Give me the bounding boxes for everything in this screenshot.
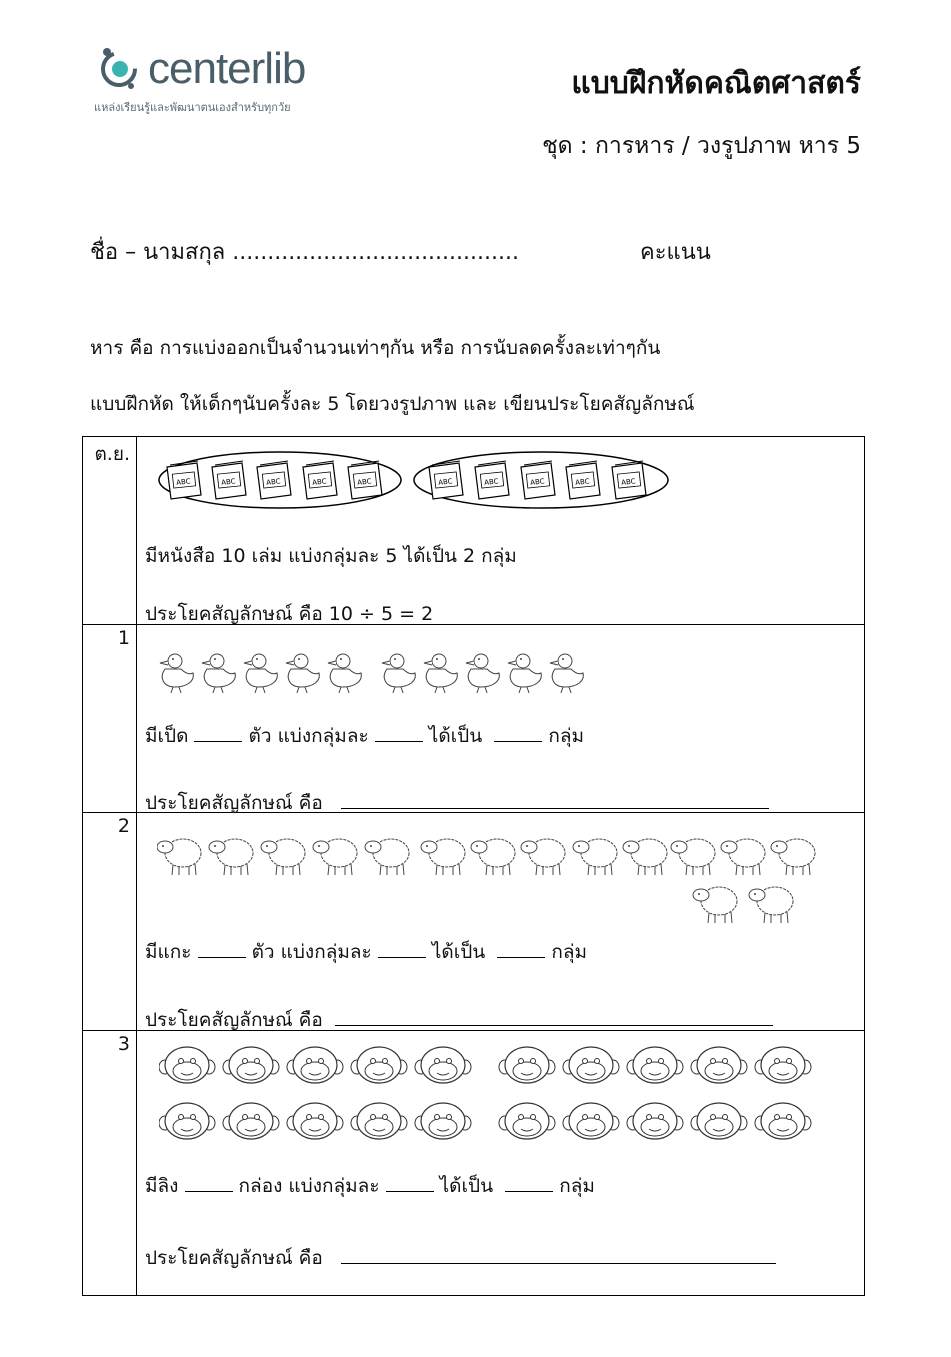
sentence-part: มีลิง	[145, 1175, 179, 1197]
sentence-part: กลุ่ม	[551, 941, 588, 963]
sheep-icon	[365, 839, 409, 875]
exercise-instruction: แบบฝึกหัด ให้เด็กๆนับครั้งละ 5 โดยวงรูปภาพ และ เขียนประโยคสัญลักษณ์	[90, 393, 695, 415]
monkey-icon	[287, 1047, 343, 1083]
sentence-part: กล่อง แบ่งกลุ่มละ	[238, 1175, 380, 1197]
division-definition: หาร คือ การแบ่งออกเป็นจำนวนเท่าๆกัน หรือ การนับลดครั้งละเท่าๆกัน	[90, 337, 661, 359]
monkey-icon	[159, 1047, 215, 1083]
duck-icon	[202, 654, 235, 693]
book-icon	[167, 461, 201, 499]
monkey-icon	[415, 1047, 471, 1083]
monkey-icon	[223, 1103, 279, 1139]
answer-blank[interactable]	[375, 723, 423, 742]
monkey-icon	[415, 1103, 471, 1139]
page-title: แบบฝึกหัดคณิตศาสตร์	[571, 66, 861, 101]
monkey-icon	[563, 1103, 619, 1139]
problem-cell	[137, 625, 865, 813]
book-icon	[521, 461, 555, 499]
equation-line	[145, 1243, 776, 1273]
answer-blank[interactable]	[494, 723, 542, 742]
equation-blank[interactable]	[341, 790, 769, 809]
problem-row	[83, 1031, 865, 1296]
worksheet-table	[82, 436, 865, 1296]
duck-icon	[244, 654, 277, 693]
sheep-icon	[471, 839, 515, 875]
monkey-icon	[627, 1103, 683, 1139]
logo-tagline: แหล่งเรียนรู้และพัฒนาตนเองสำหรับทุกวัย	[94, 101, 291, 114]
sheep-icon	[623, 839, 667, 875]
sheep-icon	[771, 839, 815, 875]
sheep-icon	[721, 839, 765, 875]
row-number: ต.ย.	[83, 437, 137, 625]
sheep-icon	[693, 887, 737, 923]
example-row	[83, 437, 865, 625]
logo-icon	[93, 42, 145, 94]
svg-text:ABC: ABC	[311, 477, 327, 487]
monkey-icon	[351, 1103, 407, 1139]
equation-blank[interactable]	[335, 1007, 773, 1026]
monkey-icon	[691, 1103, 747, 1139]
book-icon	[212, 461, 246, 499]
sentence-part: ได้เป็น	[431, 941, 486, 963]
monkey-icon	[223, 1047, 279, 1083]
equation-label: ประโยคสัญลักษณ์ คือ	[145, 1247, 323, 1269]
duck-icon	[466, 654, 499, 693]
monkeys-illustration	[159, 1045, 829, 1145]
duck-icon	[160, 654, 193, 693]
page-subtitle: ชุด : การหาร / วงรูปภาพ หาร 5	[542, 133, 861, 159]
problem-sentence	[145, 1171, 595, 1201]
problem-row	[83, 813, 865, 1031]
answer-blank[interactable]	[194, 723, 242, 742]
book-icon	[612, 461, 646, 499]
monkey-icon	[287, 1103, 343, 1139]
answer-blank[interactable]	[505, 1173, 553, 1192]
equation-blank[interactable]	[341, 1245, 776, 1264]
sheep-icon	[521, 839, 565, 875]
monkey-icon	[755, 1103, 811, 1139]
ducks-illustration	[157, 643, 597, 693]
sentence-part: ได้เป็น	[428, 725, 483, 747]
monkey-icon	[627, 1047, 683, 1083]
sheep-icon	[421, 839, 465, 875]
monkey-icon	[499, 1103, 555, 1139]
book-icon	[348, 461, 382, 499]
sentence-part: ตัว แบ่งกลุ่มละ	[248, 725, 369, 747]
row-number: 2	[83, 813, 137, 1031]
sentence-part: กลุ่ม	[548, 725, 585, 747]
book-icon	[566, 461, 600, 499]
sheep-icon	[157, 839, 201, 875]
svg-text:ABC: ABC	[220, 477, 236, 487]
duck-icon	[286, 654, 319, 693]
sheep-icon	[671, 839, 715, 875]
example-cell	[137, 437, 865, 625]
monkey-icon	[159, 1103, 215, 1139]
student-name-field[interactable]: ชื่อ – นามสกุล .........................................	[90, 240, 519, 265]
problem-cell	[137, 813, 865, 1031]
sheep-icon	[573, 839, 617, 875]
duck-icon	[424, 654, 457, 693]
book-icon	[475, 461, 509, 499]
svg-text:ABC: ABC	[356, 477, 372, 487]
problem-sentence	[145, 721, 584, 751]
problem-cell	[137, 1031, 865, 1296]
equation-label: ประโยคสัญลักษณ์ คือ	[145, 1009, 323, 1031]
sentence-part: ตัว แบ่งกลุ่มละ	[251, 941, 372, 963]
book-icon	[303, 461, 337, 499]
book-icon	[429, 461, 463, 499]
svg-text:ABC: ABC	[529, 477, 545, 487]
duck-icon	[550, 654, 583, 693]
sentence-part: มีแกะ	[145, 941, 192, 963]
svg-text:ABC: ABC	[483, 477, 499, 487]
svg-text:ABC: ABC	[265, 477, 281, 487]
answer-blank[interactable]	[386, 1173, 434, 1192]
book-icon	[257, 461, 291, 499]
sheep-illustration	[157, 833, 837, 935]
example-sentence: มีหนังสือ 10 เล่ม แบ่งกลุ่มละ 5 ได้เป็น 2 กลุ่ม	[145, 545, 517, 567]
monkey-icon	[755, 1047, 811, 1083]
answer-blank[interactable]	[378, 939, 426, 958]
sheep-icon	[261, 839, 305, 875]
monkey-icon	[499, 1047, 555, 1083]
answer-blank[interactable]	[185, 1173, 233, 1192]
example-equation: ประโยคสัญลักษณ์ คือ 10 ÷ 5 = 2	[145, 603, 434, 625]
duck-icon	[508, 654, 541, 693]
duck-icon	[382, 654, 415, 693]
sentence-part: ได้เป็น	[439, 1175, 494, 1197]
answer-blank[interactable]	[497, 939, 545, 958]
monkey-icon	[691, 1047, 747, 1083]
problem-sentence	[145, 937, 587, 967]
svg-text:ABC: ABC	[620, 477, 636, 487]
sheep-icon	[749, 887, 793, 923]
svg-text:ABC: ABC	[574, 477, 590, 487]
sentence-part: มีเป็ด	[145, 725, 189, 747]
problem-row	[83, 625, 865, 813]
logo-wordmark: centerlib	[148, 44, 306, 93]
monkey-icon	[351, 1047, 407, 1083]
sheep-icon	[313, 839, 357, 875]
sentence-part: กลุ่ม	[559, 1175, 595, 1197]
answer-blank[interactable]	[198, 939, 246, 958]
equation-label: ประโยคสัญลักษณ์ คือ	[145, 792, 323, 814]
duck-icon	[328, 654, 361, 693]
sheep-icon	[209, 839, 253, 875]
svg-text:ABC: ABC	[437, 477, 453, 487]
row-number: 3	[83, 1031, 137, 1296]
score-label: คะแนน	[640, 240, 711, 265]
row-number: 1	[83, 625, 137, 813]
books-grouped-illustration	[157, 447, 677, 513]
svg-text:ABC: ABC	[175, 477, 191, 487]
monkey-icon	[563, 1047, 619, 1083]
